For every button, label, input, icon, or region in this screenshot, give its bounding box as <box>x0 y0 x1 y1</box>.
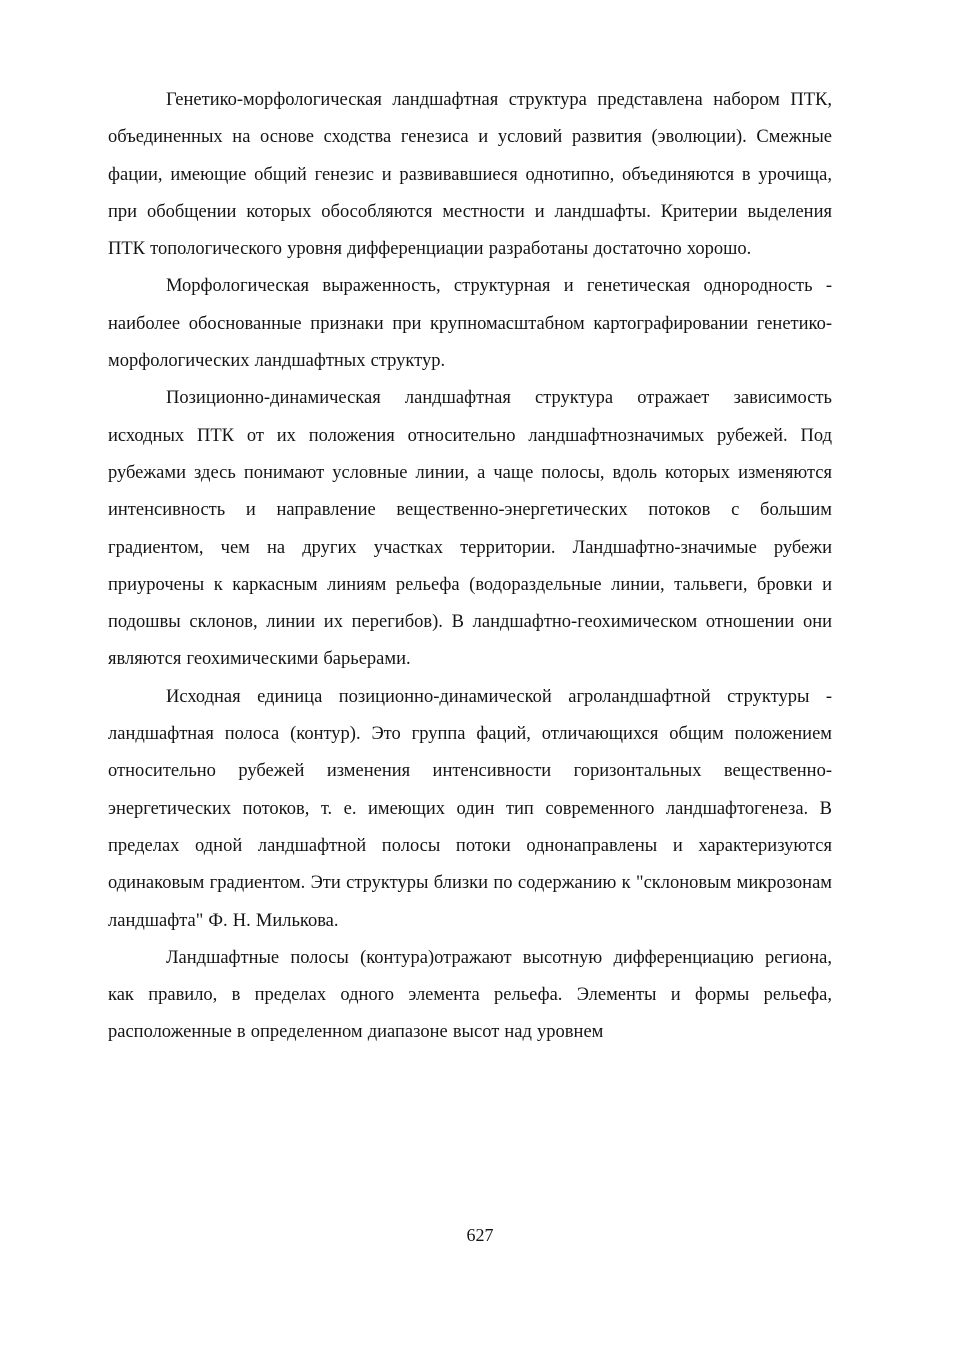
paragraph-2: Морфологическая выраженность, структурная и генетическая однородность - наиболее обоснованные признаки при крупномасштабном картографировании генетико-морфологических ландшафтных структур. <box>108 276 832 372</box>
paragraph-1: Генетико-морфологическая ландшафтная структура представлена набором ПТК, объединенных на основе сходства генезиса и условий развития (эволюции). Смежные фации, имеющие общий генезис и развивавшиеся однотипно, объединяются в урочища, при обобщении которых обособляются местности и ландшафты. Критерии выделения ПТК топологического уровня дифференциации разработаны достаточно хорошо. <box>108 90 832 260</box>
paragraph-3: Позиционно-динамическая ландшафтная структура отражает зависимость исходных ПТК от их положения относительно ландшафтнозначимых рубежей. Под рубежами здесь понимают условные линии, а чаще полосы, вдоль которых изменяются интенсивность и направление вещественно-энергетических потоков с большим градиентом, чем на других участках территории. Ландшафтно-значимые рубежи приурочены к каркасным линиям рельефа (водораздельные линии, тальвеги, бровки и подошвы склонов, линии их перегибов). В ландшафтно-геохимическом отношении они являются геохимическими барьерами. <box>108 388 832 670</box>
body-text <box>108 82 832 1052</box>
paragraph-4: Исходная единица позиционно-динамической агроландшафтной структуры - ландшафтная полоса (контур). Это группа фаций, отличающихся общим положением относительно рубежей изменения интенсивности горизонтальных вещественно-энергетических потоков, т. е. имеющих один тип современного ландшафтогенеза. В пределах одной ландшафтной полосы потоки однонаправлены и характеризуются одинаковым градиентом. Эти структуры близки по содержанию к "склоновым микрозонам ландшафта" Ф. Н. Милькова. <box>108 686 832 931</box>
page-number: 627 <box>466 1225 494 1245</box>
paragraph-5: Ландшафтные полосы (контура)отражают высотную дифференциацию региона, как правило, в пределах одного элемента рельефа. Элементы и формы рельефа, расположенные в определенном диапазоне высот над уровнем <box>108 947 832 1043</box>
